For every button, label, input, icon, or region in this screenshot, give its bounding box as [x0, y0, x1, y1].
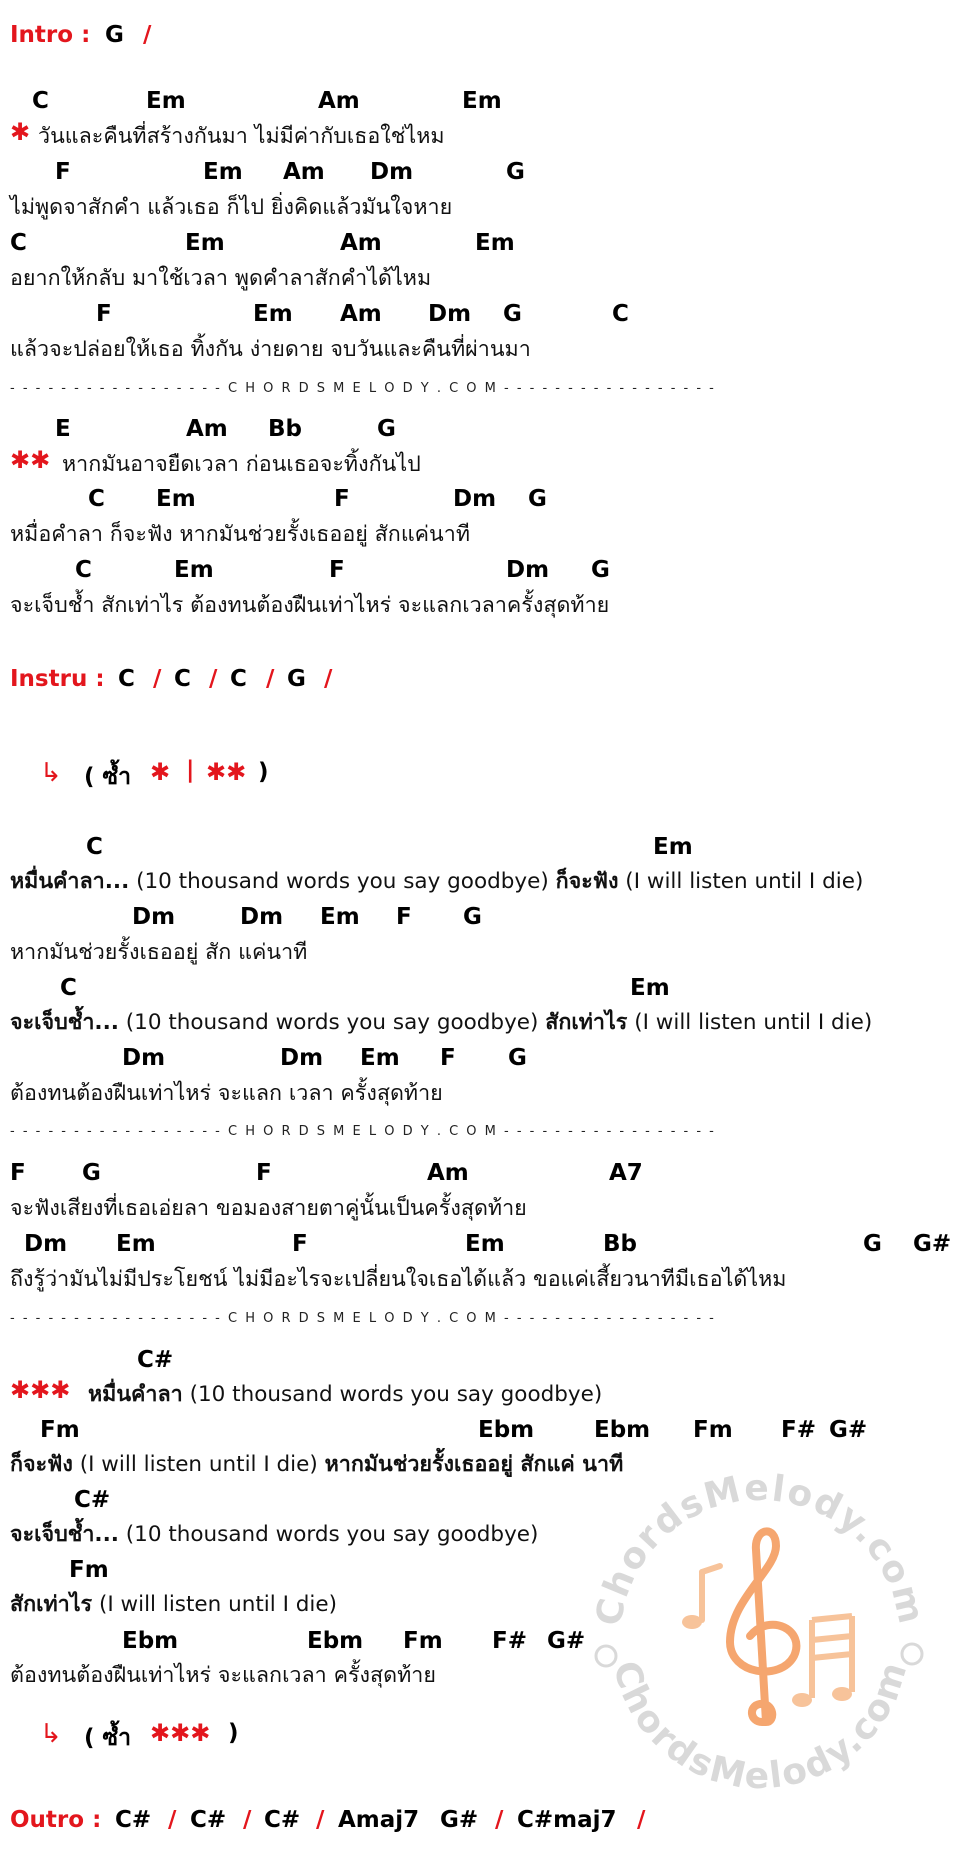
chord: C	[10, 230, 27, 256]
chord: F#	[492, 1628, 527, 1654]
lyric-english: (I will listen until I die)	[618, 869, 864, 894]
chord: Am	[340, 230, 382, 256]
lyric-line	[10, 864, 863, 898]
repeat-close: )	[228, 1720, 239, 1746]
bar-slash: /	[495, 1807, 504, 1833]
chord: Bb	[268, 416, 302, 442]
chord: G	[105, 22, 124, 48]
outro-label: Outro :	[10, 1807, 102, 1833]
chord: Fm	[40, 1417, 80, 1443]
chord: C#	[74, 1487, 111, 1513]
chorus-marker: ✱✱✱	[10, 1376, 71, 1404]
lyric-line: หากมันอาจยืดเวลา ก่อนเธอจะทิ้งกันไป	[62, 452, 421, 477]
chord: G	[503, 301, 522, 327]
repeat-close: )	[258, 759, 269, 785]
lyric-thai: ก็จะฟัง	[555, 869, 619, 894]
divider: - - - - - - - - - - - - - - - - - C H O R D S M E L O D Y . C O M - - - - - - - - - - - - - - - - -	[10, 1124, 716, 1139]
lyric-line: อยากให้กลับ มาใช้เวลา พูดคำลาสักคำได้ไหม	[10, 266, 432, 291]
bar-slash: /	[153, 666, 162, 692]
chord: Dm	[122, 1045, 166, 1071]
bar-slash: /	[209, 666, 218, 692]
repeat-instruction: ( ซ้ำ	[84, 764, 132, 790]
lyric-line: ต้องทนต้องฝืนเท่าไหร่ จะแลกเวลา ครั้งสุดท้าย	[10, 1663, 436, 1688]
chord: F	[55, 159, 71, 185]
lyric-line	[88, 1377, 602, 1411]
chord: F	[440, 1045, 456, 1071]
lyric-thai: หมื่นคำลา...	[10, 869, 130, 894]
watermark-logo	[580, 1460, 940, 1820]
bar-slash: /	[316, 1807, 325, 1833]
chord: Em	[320, 904, 360, 930]
chord: F	[96, 301, 112, 327]
chord: Am	[427, 1160, 469, 1186]
lyric-line: จะฟังเสียงที่เธอเอ่ยลา ขอมองสายตาคู่นั้นเป็นครั้งสุดท้าย	[10, 1196, 527, 1221]
chord: Dm	[370, 159, 414, 185]
lyric-line	[10, 1517, 538, 1551]
separator: |	[186, 757, 195, 783]
lyric-thai: หากมันช่วยรั้งเธออยู่ สักแค่ นาที	[324, 1452, 624, 1477]
lyric-line: หากมันช่วยรั้งเธออยู่ สัก แค่นาที	[10, 940, 308, 965]
chord: C#	[264, 1807, 301, 1833]
lyric-thai: จะเจ็บช้ำ...	[10, 1010, 119, 1035]
lyric-english: (10 thousand words you say goodbye)	[129, 869, 556, 894]
chorus-marker: ✱✱	[10, 446, 51, 474]
repeat-instruction: ( ซ้ำ	[84, 1725, 132, 1751]
chord: G#	[913, 1231, 952, 1257]
chord: C	[612, 301, 629, 327]
lyric-line: จะเจ็บช้ำ สักเท่าไร ต้องทนต้องฝืนเท่าไหร่ จะแลกเวลาครั้งสุดท้าย	[10, 593, 610, 618]
chord: Am	[186, 416, 228, 442]
bar-slash: /	[243, 1807, 252, 1833]
chord: A7	[609, 1160, 643, 1186]
lyric-thai: สักเท่าไร	[10, 1592, 93, 1617]
chord: F	[329, 557, 345, 583]
chord: Em	[174, 557, 214, 583]
chord: C	[86, 834, 103, 860]
chord: Em	[156, 486, 196, 512]
chord: C	[118, 666, 135, 692]
chord: Bb	[603, 1231, 637, 1257]
chord: Em	[146, 88, 186, 114]
chord: F	[256, 1160, 272, 1186]
lyric-line: หมื่อคำลา ก็จะฟัง หากมันช่วยรั้งเธออยู่ สักแค่นาที	[10, 522, 471, 547]
chord: G	[506, 159, 525, 185]
lyric-thai: ก็จะฟัง	[10, 1452, 73, 1477]
bar-slash: /	[324, 666, 333, 692]
music-notes-icon	[792, 1616, 852, 1707]
chord: Am	[283, 159, 325, 185]
lyric-line: ไม่พูดจาสักคำ แล้วเธอ ก็ไป ยิ่งคิดแล้วมันใจหาย	[10, 195, 453, 220]
intro-label: Intro :	[10, 22, 91, 48]
lyric-thai: สักเท่าไร	[545, 1010, 628, 1035]
instru-label: Instru :	[10, 666, 105, 692]
watermark-text-bottom: ChordsMelody.com	[604, 1655, 916, 1798]
chord: C	[174, 666, 191, 692]
lyric-english: (10 thousand words you say goodbye)	[182, 1382, 603, 1407]
chord: G	[82, 1160, 101, 1186]
chord: Dm	[132, 904, 176, 930]
chord: C#	[137, 1347, 174, 1373]
lyric-line: แล้วจะปล่อยให้เธอ ทิ้งกัน ง่ายดาย จบวันและคืนที่ผ่านมา	[10, 337, 531, 362]
lyric-english: (10 thousand words you say goodbye)	[118, 1522, 539, 1547]
lyric-line	[10, 1587, 337, 1621]
chord: C#	[115, 1807, 152, 1833]
chord: C	[32, 88, 49, 114]
lyric-line	[10, 1005, 872, 1039]
chorus-marker: ✱	[150, 758, 171, 786]
chord: Em	[253, 301, 293, 327]
chord: C	[230, 666, 247, 692]
chord: F#	[781, 1417, 816, 1443]
chord: G#	[829, 1417, 868, 1443]
repeat-arrow-icon: ↳	[40, 758, 62, 788]
chord: G	[287, 666, 306, 692]
lyric-english: (I will listen until I die)	[627, 1010, 873, 1035]
chorus-marker: ✱✱	[206, 758, 247, 786]
chord: Amaj7	[338, 1807, 420, 1833]
lyric-line: ต้องทนต้องฝืนเท่าไหร่ จะแลก เวลา ครั้งสุดท้าย	[10, 1081, 443, 1106]
chord: E	[55, 416, 71, 442]
lyric-thai: หมื่นคำลา	[88, 1382, 183, 1407]
lyric-line: ถึงรู้ว่ามันไม่มีประโยชน์ ไม่มีอะไรจะเปลี่ยนใจเธอได้แล้ว ขอแค่เสี้ยวนาทีมีเธอได้ไหม	[10, 1267, 787, 1292]
divider: - - - - - - - - - - - - - - - - - C H O R D S M E L O D Y . C O M - - - - - - - - - - - - - - - - -	[10, 381, 716, 396]
chord: Em	[465, 1231, 505, 1257]
chord: Em	[360, 1045, 400, 1071]
lyric-english: (I will listen until I die)	[72, 1452, 325, 1477]
lyric-english: (I will listen until I die)	[92, 1592, 337, 1617]
divider: - - - - - - - - - - - - - - - - - C H O R D S M E L O D Y . C O M - - - - - - - - - - - - - - - - -	[10, 1311, 716, 1326]
lyric-line: วันและคืนที่สร้างกันมา ไม่มีค่ากับเธอใช่ไหม	[38, 124, 445, 149]
chord: Dm	[428, 301, 472, 327]
chord: C#	[190, 1807, 227, 1833]
chord: F	[10, 1160, 26, 1186]
chord: G	[591, 557, 610, 583]
chord: G#	[440, 1807, 479, 1833]
chord: F	[396, 904, 412, 930]
chord: C#maj7	[517, 1807, 617, 1833]
treble-clef-icon	[730, 1531, 796, 1722]
chord: F	[292, 1231, 308, 1257]
chorus-marker: ✱✱✱	[150, 1719, 211, 1747]
chord: Em	[203, 159, 243, 185]
chord: Ebm	[594, 1417, 651, 1443]
chord: C	[60, 975, 77, 1001]
chord: Em	[630, 975, 670, 1001]
chord: Em	[653, 834, 693, 860]
bar-slash: /	[143, 22, 152, 48]
lyric-thai: จะเจ็บช้ำ...	[10, 1522, 119, 1547]
chord: Ebm	[122, 1628, 179, 1654]
chord: G	[508, 1045, 527, 1071]
chord: C	[75, 557, 92, 583]
chord: F	[334, 486, 350, 512]
lyric-line	[10, 1447, 623, 1481]
chord: Dm	[240, 904, 284, 930]
chord: Am	[340, 301, 382, 327]
music-note-icon	[682, 1566, 720, 1629]
chord: Fm	[693, 1417, 733, 1443]
chord: Em	[185, 230, 225, 256]
chord: G	[528, 486, 547, 512]
bar-slash: /	[637, 1807, 646, 1833]
chord: G	[863, 1231, 882, 1257]
chord: Dm	[506, 557, 550, 583]
chord: Dm	[453, 486, 497, 512]
chord: Fm	[69, 1557, 109, 1583]
chord: Em	[462, 88, 502, 114]
chord: Fm	[403, 1628, 443, 1654]
bar-slash: /	[266, 666, 275, 692]
repeat-arrow-icon: ↳	[40, 1719, 62, 1749]
chord: Em	[475, 230, 515, 256]
chord: Dm	[280, 1045, 324, 1071]
lyric-english: (10 thousand words you say goodbye)	[118, 1010, 546, 1035]
chorus-marker: ✱	[10, 118, 31, 146]
watermark-text-top: ChordsMelody.com	[588, 1467, 932, 1630]
chord: Dm	[24, 1231, 68, 1257]
chord: G	[463, 904, 482, 930]
chord: G#	[547, 1628, 586, 1654]
chord: C	[88, 486, 105, 512]
chord: G	[377, 416, 396, 442]
chord: Am	[318, 88, 360, 114]
chord: Ebm	[307, 1628, 364, 1654]
chord: Ebm	[478, 1417, 535, 1443]
bar-slash: /	[168, 1807, 177, 1833]
chord: Em	[116, 1231, 156, 1257]
